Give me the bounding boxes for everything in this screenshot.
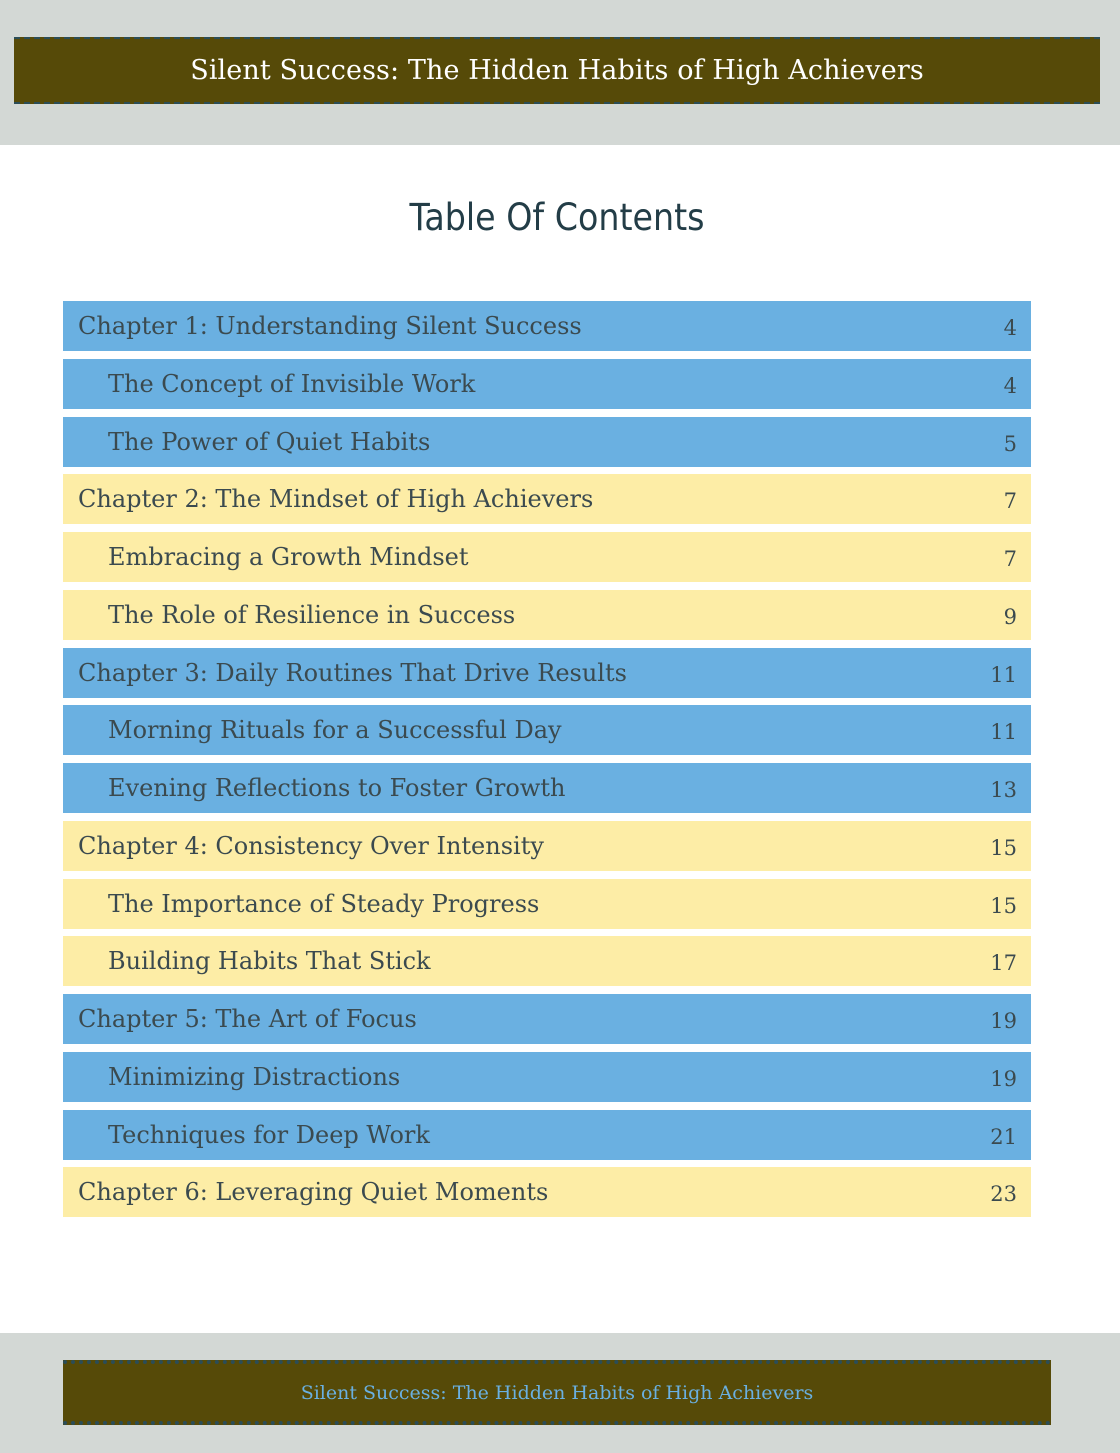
toc-entry-label: Embracing a Growth Mindset: [108, 543, 469, 571]
toc-entry-label: Chapter 1: Understanding Silent Success: [78, 312, 582, 340]
toc-entry-section[interactable]: [63, 417, 1031, 467]
toc-entry-page: 9: [1003, 604, 1017, 629]
toc-entry-chapter-2[interactable]: [63, 474, 1031, 524]
toc-entry-page: 23: [990, 1182, 1017, 1207]
toc-entry-page: 11: [990, 720, 1017, 745]
toc-entry-page: 4: [1003, 316, 1017, 340]
header-title: Silent Success: The Hidden Habits of High Achievers: [190, 55, 924, 86]
toc-entry-label: The Role of Resilience in Success: [108, 600, 516, 629]
toc-entry-page: 5: [1003, 431, 1017, 456]
toc-entry-section[interactable]: [63, 936, 1031, 986]
toc-heading: Table Of Contents: [409, 196, 705, 239]
toc-entry-label: The Importance of Steady Progress: [108, 889, 540, 918]
toc-entry-chapter-1[interactable]: [63, 301, 1031, 351]
toc-entry-label: The Concept of Invisible Work: [108, 369, 476, 398]
toc-entry-chapter-6[interactable]: [63, 1167, 1031, 1217]
toc-entry-page: 21: [990, 1124, 1017, 1149]
toc-entry-page: 11: [990, 662, 1017, 687]
toc-entry-label: Chapter 4: Consistency Over Intensity: [78, 831, 544, 860]
toc-entry-chapter-4[interactable]: [63, 821, 1031, 871]
toc-entry-label: Evening Reflections to Foster Growth: [108, 774, 566, 802]
toc-entry-section[interactable]: [63, 879, 1031, 929]
toc-entry-page: 15: [990, 893, 1017, 918]
toc-entry-label: Chapter 5: The Art of Focus: [78, 1005, 417, 1033]
toc-entry-page: 7: [1003, 547, 1017, 571]
toc-entry-page: 17: [990, 951, 1017, 976]
footer-banner: [63, 1360, 1051, 1425]
toc-entry-page: 13: [990, 778, 1017, 802]
toc-entry-label: Chapter 3: Daily Routines That Drive Results: [78, 658, 627, 687]
toc-entry-section[interactable]: [63, 1110, 1031, 1160]
toc-entry-label: Chapter 6: Leveraging Quiet Moments: [78, 1178, 549, 1207]
toc-entry-label: Chapter 2: The Mindset of High Achievers: [78, 485, 594, 514]
header-banner: [14, 37, 1100, 104]
toc-entry-page: 4: [1003, 373, 1017, 398]
toc-entry-section[interactable]: [63, 590, 1031, 640]
toc-entry-page: 7: [1003, 489, 1017, 514]
toc-entry-label: Building Habits That Stick: [108, 947, 431, 976]
toc-entry-page: 19: [990, 1009, 1017, 1033]
footer-title: Silent Success: The Hidden Habits of High Achievers: [300, 1381, 814, 1404]
toc-list: [63, 301, 1031, 1225]
toc-entry-page: 19: [990, 1066, 1017, 1091]
toc-entry-section[interactable]: [63, 705, 1031, 755]
toc-entry-label: Techniques for Deep Work: [108, 1120, 430, 1149]
toc-entry-section[interactable]: [63, 359, 1031, 409]
toc-entry-section[interactable]: [63, 763, 1031, 813]
toc-entry-chapter-3[interactable]: [63, 648, 1031, 698]
toc-entry-chapter-5[interactable]: [63, 994, 1031, 1044]
toc-entry-page: 15: [990, 835, 1017, 860]
toc-entry-label: The Power of Quiet Habits: [108, 427, 431, 456]
toc-entry-label: Minimizing Distractions: [108, 1062, 401, 1091]
toc-entry-section[interactable]: [63, 532, 1031, 582]
toc-entry-section[interactable]: [63, 1052, 1031, 1102]
toc-entry-label: Morning Rituals for a Successful Day: [108, 716, 562, 745]
